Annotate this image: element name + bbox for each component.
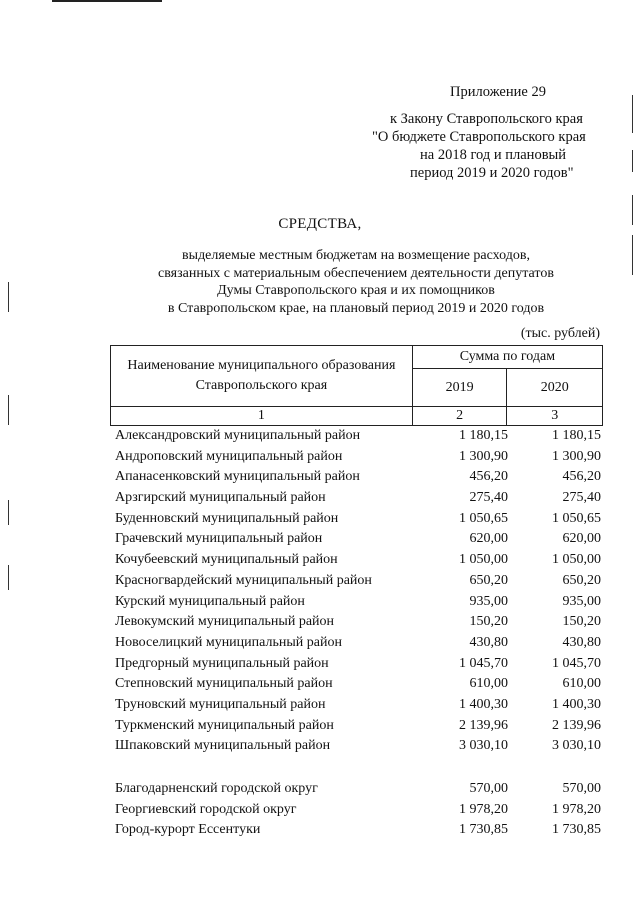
section-gap — [110, 757, 603, 779]
row-value-2020: 1 050,00 — [552, 552, 601, 568]
row-name: Андроповский муниципальный район — [115, 448, 343, 464]
table-row — [110, 488, 603, 509]
row-value-2020: 1 730,85 — [552, 822, 601, 838]
scan-margin-mark — [8, 565, 9, 590]
row-name: Благодарненский городской округ — [115, 781, 318, 796]
table-row — [110, 716, 603, 737]
row-name: Шпаковский муниципальный район — [115, 738, 331, 754]
table-row — [110, 467, 603, 488]
document-title: СРЕДСТВА, — [278, 216, 362, 232]
row-value-2019: 1 730,85 — [459, 822, 508, 838]
row-value-2020: 1 978,20 — [552, 801, 601, 817]
header-sum-cell: Сумма по годам — [412, 346, 602, 369]
table-row — [110, 674, 603, 695]
row-value-2019: 935,00 — [469, 593, 508, 609]
row-value-2019: 1 045,70 — [459, 655, 508, 671]
scan-margin-mark — [8, 395, 9, 425]
header-year-2019: 2019 — [412, 369, 507, 407]
scan-margin-mark — [8, 500, 9, 525]
row-value-2019: 650,20 — [469, 572, 508, 588]
row-value-2020: 650,20 — [562, 572, 601, 588]
appendix-law-title: "О бюджете Ставропольского края — [372, 129, 586, 145]
table-row — [110, 550, 603, 571]
table-row — [110, 800, 603, 821]
row-value-2020: 275,40 — [562, 490, 601, 506]
row-name: Туркменский муниципальный район — [115, 717, 334, 733]
table-header — [110, 345, 603, 426]
document-subtitle — [0, 247, 640, 317]
header-colnum-3: 3 — [507, 407, 603, 426]
row-value-2019: 275,40 — [469, 490, 508, 506]
subtitle-line: связанных с материальным обеспечением деятельности депутатов — [158, 265, 554, 281]
row-value-2019: 150,20 — [469, 614, 508, 630]
row-name: Кочубеевский муниципальный район — [115, 552, 338, 568]
table-row — [110, 612, 603, 633]
table-row — [110, 695, 603, 716]
row-value-2019: 456,20 — [469, 469, 508, 485]
appendix-number: Приложение 29 — [450, 84, 546, 100]
row-value-2019: 1 400,30 — [459, 696, 508, 712]
row-value-2020: 1 180,15 — [552, 428, 601, 443]
table-row — [110, 736, 603, 757]
table-row — [110, 529, 603, 550]
table-row — [110, 509, 603, 530]
row-name: Георгиевский городской округ — [115, 801, 297, 817]
scan-margin-mark — [632, 150, 633, 172]
table-row — [110, 447, 603, 468]
row-name: Красногвардейский муниципальный район — [115, 572, 372, 588]
header-name-line: Наименование муниципального образования — [127, 358, 396, 373]
row-value-2020: 3 030,10 — [552, 738, 601, 754]
row-value-2019: 610,00 — [469, 676, 508, 692]
subtitle-line: в Ставропольском крае, на плановый период 2019 и 2020 годов — [167, 300, 545, 316]
header-name-cell — [111, 346, 413, 407]
scan-top-rule — [52, 0, 162, 2]
row-value-2020: 1 050,65 — [552, 510, 601, 526]
row-name: Город-курорт Ессентуки — [115, 822, 261, 838]
row-value-2019: 2 139,96 — [459, 717, 508, 733]
row-name: Предгорный муниципальный район — [115, 655, 329, 671]
row-value-2019: 1 978,20 — [459, 801, 508, 817]
header-year-2020: 2020 — [507, 369, 603, 407]
row-value-2020: 935,00 — [562, 593, 601, 609]
row-value-2019: 570,00 — [469, 781, 508, 796]
row-name: Новоселицкий муниципальный район — [115, 634, 342, 650]
appendix-law-year: на 2018 год и плановый — [420, 147, 567, 163]
table-row — [110, 820, 603, 841]
row-value-2020: 456,20 — [562, 469, 601, 485]
appendix-law-period: период 2019 и 2020 годов" — [410, 165, 574, 181]
row-value-2019: 1 180,15 — [459, 428, 508, 443]
subtitle-line: выделяемые местным бюджетам на возмещение расходов, — [182, 248, 530, 263]
row-value-2020: 610,00 — [562, 676, 601, 692]
table-row — [110, 654, 603, 675]
row-value-2020: 620,00 — [562, 531, 601, 547]
table-body — [110, 426, 603, 841]
row-value-2019: 620,00 — [469, 531, 508, 547]
table-row — [110, 633, 603, 654]
row-name: Арзгирский муниципальный район — [115, 490, 326, 506]
row-value-2020: 150,20 — [562, 614, 601, 630]
table-row — [110, 426, 603, 447]
unit-label: (тыс. рублей) — [520, 326, 600, 341]
appendix-law-ref: к Закону Ставропольского края — [390, 111, 583, 127]
row-value-2020: 570,00 — [562, 781, 601, 796]
row-name: Буденновский муниципальный район — [115, 510, 339, 526]
row-name: Апанасенковский муниципальный район — [115, 469, 360, 485]
header-colnum-1: 1 — [111, 407, 413, 426]
row-value-2020: 430,80 — [562, 634, 601, 650]
row-name: Александровский муниципальный район — [115, 428, 361, 443]
scan-margin-mark — [632, 95, 633, 133]
row-value-2020: 2 139,96 — [552, 717, 601, 733]
row-name: Грачевский муниципальный район — [115, 531, 323, 547]
row-name: Труновский муниципальный район — [115, 696, 326, 712]
row-name: Курский муниципальный район — [115, 593, 305, 609]
row-value-2019: 1 300,90 — [459, 448, 508, 464]
header-name-line: Ставропольского края — [195, 378, 328, 393]
header-colnum-2: 2 — [412, 407, 507, 426]
table-row — [110, 592, 603, 613]
table-row — [110, 779, 603, 800]
row-value-2019: 3 030,10 — [459, 738, 508, 754]
row-value-2019: 430,80 — [469, 634, 508, 650]
subtitle-line: Думы Ставропольского края и их помощников — [217, 283, 495, 298]
row-name: Степновский муниципальный район — [115, 676, 333, 692]
row-value-2020: 1 300,90 — [552, 448, 601, 464]
row-value-2020: 1 400,30 — [552, 696, 601, 712]
row-value-2019: 1 050,00 — [459, 552, 508, 568]
table-row — [110, 571, 603, 592]
row-name: Левокумский муниципальный район — [115, 614, 335, 630]
row-value-2019: 1 050,65 — [459, 510, 508, 526]
row-value-2020: 1 045,70 — [552, 655, 601, 671]
